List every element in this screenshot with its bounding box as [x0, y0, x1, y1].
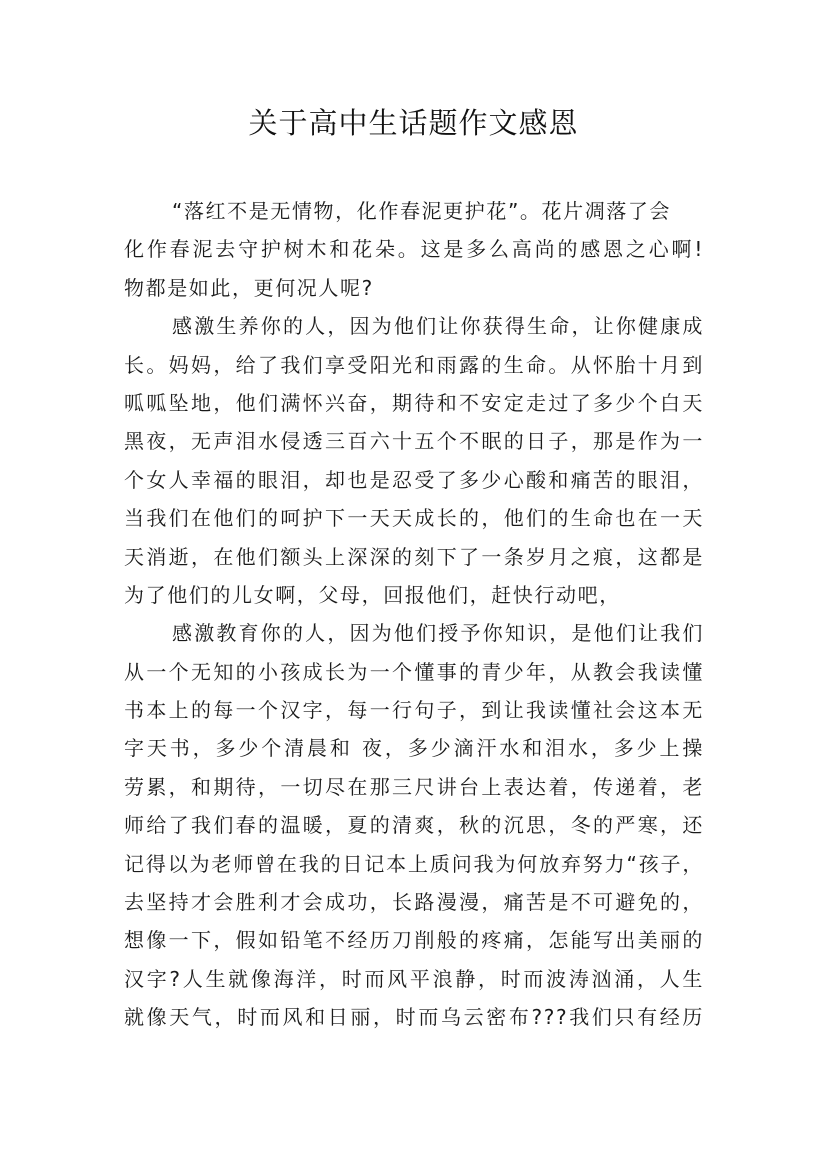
text-line: “落红不是无情物，化作春泥更护花”。花片凋落了会 — [172, 199, 672, 223]
text-line: 去坚持才会胜利才会成功，长路漫漫，痛苦是不可避免的， — [124, 890, 704, 915]
document-body — [124, 192, 704, 1037]
text-line: 劳累，和期待，一切尽在那三尺讲台上表达着，传递着，老 — [124, 774, 704, 799]
text-line: 书本上的每一个汉字，每一行句子，到让我读懂社会这本无 — [124, 698, 704, 723]
text-line: 汉字?人生就像海洋，时而风平浪静，时而波涛汹涌，人生 — [124, 966, 704, 991]
text-line: 化作春泥去守护树木和花朵。这是多么高尚的感恩之心啊! — [124, 237, 704, 262]
text-line: 感激教育你的人，因为他们授予你知识，是他们让我们 — [172, 621, 704, 646]
text-line: 师给了我们春的温暖，夏的清爽，秋的沉思，冬的严寒，还 — [124, 813, 704, 838]
text-line: 黑夜，无声泪水侵透三百六十五个不眠的日子，那是作为一 — [124, 429, 704, 454]
text-line: 记得以为老师曾在我的日记本上质问我为何放弃努力“孩子， — [124, 851, 704, 876]
text-line: 天消逝，在他们额头上深深的刻下了一条岁月之痕，这都是 — [124, 544, 704, 569]
text-line: 长。妈妈，给了我们享受阳光和雨露的生命。从怀胎十月到 — [124, 352, 704, 377]
text-line: 当我们在他们的呵护下一天天成长的，他们的生命也在一天 — [124, 506, 704, 531]
document-title: 关于高中生话题作文感恩 — [248, 106, 579, 140]
text-line: 就像天气，时而风和日丽，时而乌云密布???我们只有经历 — [124, 1005, 704, 1030]
text-line: 为了他们的儿女啊，父母，回报他们，赶快行动吧， — [124, 582, 621, 607]
text-line: 字天书，多少个清晨和 夜，多少滴汗水和泪水，多少上操 — [124, 736, 704, 761]
text-line: 个女人幸福的眼泪，却也是忍受了多少心酸和痛苦的眼泪， — [124, 467, 704, 492]
text-line: 想像一下，假如铅笔不经历刀削般的疼痛，怎能写出美丽的 — [124, 928, 704, 953]
text-line: 从一个无知的小孩成长为一个懂事的青少年，从教会我读懂 — [124, 659, 704, 684]
text-line: 感激生养你的人，因为他们让你获得生命，让你健康成 — [172, 314, 704, 339]
text-line: 物都是如此，更何况人呢? — [124, 275, 374, 300]
text-line: 呱呱坠地，他们满怀兴奋，期待和不安定走过了多少个白天 — [124, 390, 704, 415]
